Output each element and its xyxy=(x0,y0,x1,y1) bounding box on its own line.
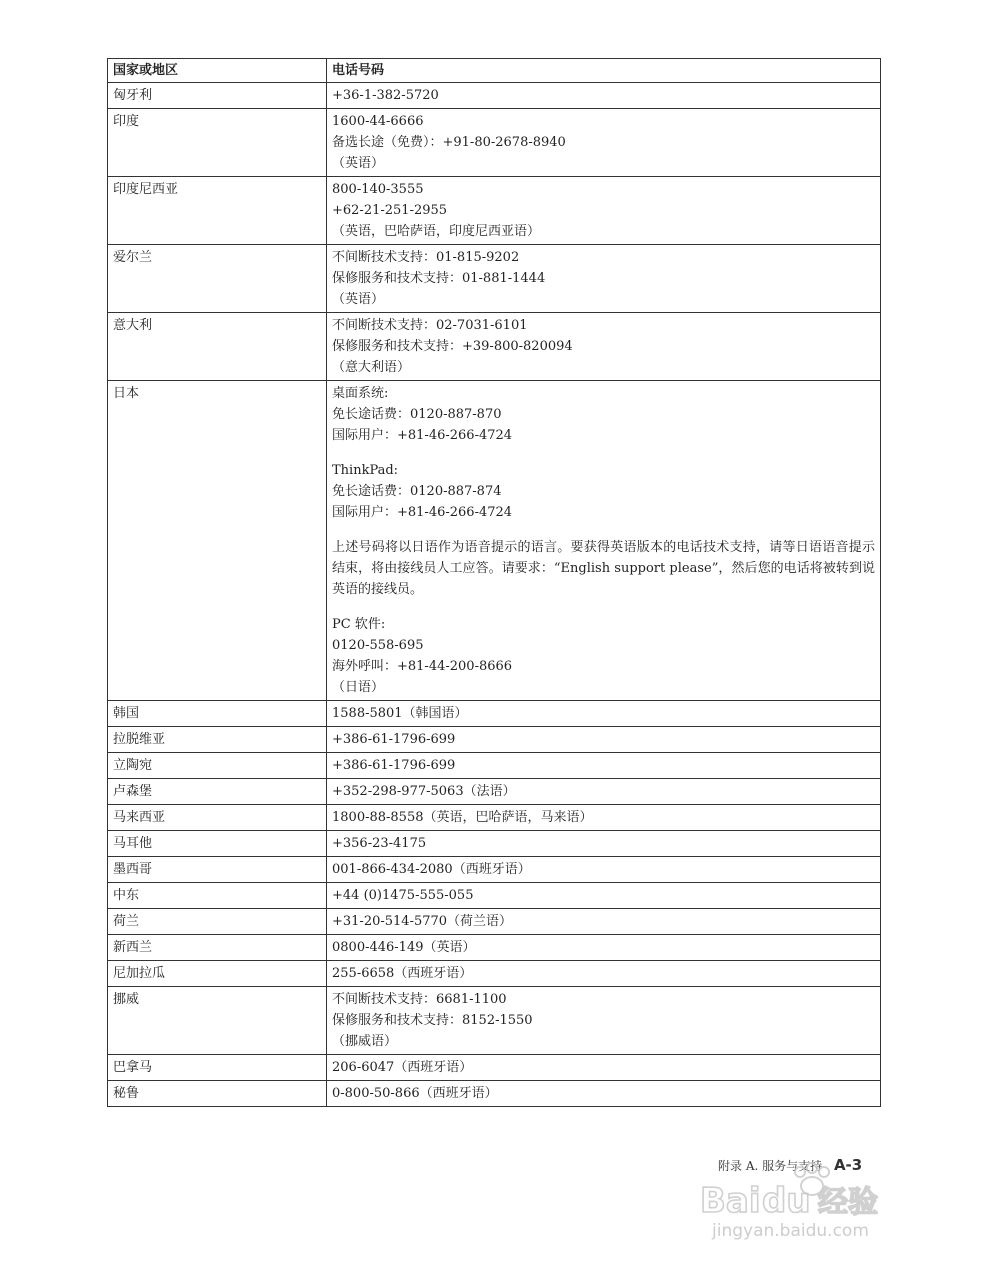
country-cell: 马来西亚 xyxy=(108,805,327,831)
line-gap xyxy=(332,523,875,537)
table-row xyxy=(108,779,881,805)
phone-line: 备选长途（免费）：+91-80-2678-8940 xyxy=(332,135,566,150)
phone-line: 不间断技术支持：6681-1100 xyxy=(332,992,507,1007)
phone-line: 1588-5801（韩国语） xyxy=(332,706,468,721)
table-row xyxy=(108,831,881,857)
table-row xyxy=(108,1055,881,1081)
phone-cell xyxy=(327,701,881,727)
phone-line: 保修服务和技术支持：01-881-1444 xyxy=(332,271,546,286)
country-cell: 挪威 xyxy=(108,987,327,1055)
country-cell: 巴拿马 xyxy=(108,1055,327,1081)
phone-line: 不间断技术支持：01-815-9202 xyxy=(332,250,520,265)
phone-line: 0800-446-149（英语） xyxy=(332,940,476,955)
table-row xyxy=(108,857,881,883)
country-cell: 意大利 xyxy=(108,313,327,381)
country-cell: 马耳他 xyxy=(108,831,327,857)
phone-cell xyxy=(327,177,881,245)
header-phone: 电话号码 xyxy=(327,59,881,83)
phone-cell xyxy=(327,857,881,883)
phone-line: +36-1-382-5720 xyxy=(332,88,439,103)
table-row xyxy=(108,961,881,987)
table-body xyxy=(108,83,881,1107)
country-cell: 中东 xyxy=(108,883,327,909)
footer-section-title: 附录 A. 服务与支持 xyxy=(718,1159,823,1173)
phone-line: 800-140-3555 xyxy=(332,182,424,197)
country-cell: 匈牙利 xyxy=(108,83,327,109)
phone-line: 保修服务和技术支持：8152-1550 xyxy=(332,1013,533,1028)
country-cell: 爱尔兰 xyxy=(108,245,327,313)
phone-line: +352-298-977-5063（法语） xyxy=(332,784,516,799)
phone-line: 0120-558-695 xyxy=(332,638,424,653)
country-cell: 荷兰 xyxy=(108,909,327,935)
phone-line: 保修服务和技术支持：+39-800-820094 xyxy=(332,339,573,354)
country-cell: 秘鲁 xyxy=(108,1081,327,1107)
phone-cell xyxy=(327,83,881,109)
country-cell: 尼加拉瓜 xyxy=(108,961,327,987)
country-cell: 印度尼西亚 xyxy=(108,177,327,245)
phone-line: 免长途话费：0120-887-870 xyxy=(332,407,502,422)
table-row xyxy=(108,83,881,109)
phone-line: （日语） xyxy=(332,680,385,695)
phone-cell xyxy=(327,753,881,779)
phone-cell xyxy=(327,1055,881,1081)
phone-cell xyxy=(327,1081,881,1107)
phone-line: 1600-44-6666 xyxy=(332,114,424,129)
phone-line: 0-800-50-866（西班牙语） xyxy=(332,1086,498,1101)
phone-line: +62-21-251-2955 xyxy=(332,203,448,218)
svg-text:经验: 经验 xyxy=(818,1185,878,1220)
table-row xyxy=(108,987,881,1055)
table-row xyxy=(108,883,881,909)
phone-line: +31-20-514-5770（荷兰语） xyxy=(332,914,513,929)
country-cell: 墨西哥 xyxy=(108,857,327,883)
phone-cell xyxy=(327,727,881,753)
phone-line: 桌面系统: xyxy=(332,386,389,401)
phone-line: +386-61-1796-699 xyxy=(332,758,456,773)
table-row xyxy=(108,177,881,245)
country-cell: 立陶宛 xyxy=(108,753,327,779)
svg-text:Bai: Bai xyxy=(700,1181,761,1221)
phone-line: +356-23-4175 xyxy=(332,836,427,851)
table-row xyxy=(108,727,881,753)
phone-line: （英语，巴哈萨语，印度尼西亚语） xyxy=(332,224,541,239)
table-row xyxy=(108,313,881,381)
phone-line: +44 (0)1475-555-055 xyxy=(332,888,474,903)
table-row xyxy=(108,753,881,779)
table-row xyxy=(108,909,881,935)
page-number: A-3 xyxy=(833,1156,863,1174)
phone-cell xyxy=(327,805,881,831)
phone-line: 免长途话费：0120-887-874 xyxy=(332,484,502,499)
country-cell: 拉脱维亚 xyxy=(108,727,327,753)
phone-line: 国际用户：+81-46-266-4724 xyxy=(332,505,513,520)
table-row xyxy=(108,805,881,831)
line-gap xyxy=(332,446,875,460)
table-row xyxy=(108,109,881,177)
country-cell: 新西兰 xyxy=(108,935,327,961)
line-gap xyxy=(332,600,875,614)
phone-cell xyxy=(327,313,881,381)
table-row xyxy=(108,1081,881,1107)
phone-line: 206-6047（西班牙语） xyxy=(332,1060,473,1075)
phone-line: （意大利语） xyxy=(332,360,411,375)
table-row xyxy=(108,701,881,727)
phone-cell xyxy=(327,109,881,177)
phone-line: 国际用户：+81-46-266-4724 xyxy=(332,428,513,443)
phone-line: 1800-88-8558（英语，巴哈萨语，马来语） xyxy=(332,810,593,825)
phone-cell xyxy=(327,909,881,935)
country-cell: 卢森堡 xyxy=(108,779,327,805)
phone-line: 海外呼叫：+81-44-200-8666 xyxy=(332,659,513,674)
table-row xyxy=(108,245,881,313)
svg-text:jingyan.baidu.com: jingyan.baidu.com xyxy=(712,1221,869,1240)
phone-line: （英语） xyxy=(332,292,385,307)
phone-line: （挪威语） xyxy=(332,1034,398,1049)
phone-cell xyxy=(327,987,881,1055)
phone-cell xyxy=(327,381,881,701)
table-row xyxy=(108,935,881,961)
phone-line: （英语） xyxy=(332,156,385,171)
svg-text:du: du xyxy=(762,1181,811,1221)
phone-line: 上述号码将以日语作为语音提示的语言。要获得英语版本的电话技术支持，请等日语语音提示结束，将由接线员人工应答。请要求：“English support please”，然后您的电话将被转到说英语的接线员。 xyxy=(332,540,875,597)
table-row xyxy=(108,381,881,701)
phone-cell xyxy=(327,883,881,909)
baidu-watermark-logo xyxy=(700,1160,930,1240)
phone-line: 255-6658（西班牙语） xyxy=(332,966,473,981)
phone-cell xyxy=(327,831,881,857)
header-country: 国家或地区 xyxy=(108,59,327,83)
phone-line: 001-866-434-2080（西班牙语） xyxy=(332,862,531,877)
country-cell: 日本 xyxy=(108,381,327,701)
phone-line: ThinkPad: xyxy=(332,463,399,478)
phone-line: 不间断技术支持：02-7031-6101 xyxy=(332,318,528,333)
phone-support-table xyxy=(107,58,881,1107)
phone-cell xyxy=(327,245,881,313)
phone-line: PC 软件: xyxy=(332,617,386,632)
phone-cell xyxy=(327,961,881,987)
phone-cell xyxy=(327,779,881,805)
country-cell: 韩国 xyxy=(108,701,327,727)
table-header-row xyxy=(108,59,881,83)
phone-cell xyxy=(327,935,881,961)
phone-line: +386-61-1796-699 xyxy=(332,732,456,747)
country-cell: 印度 xyxy=(108,109,327,177)
